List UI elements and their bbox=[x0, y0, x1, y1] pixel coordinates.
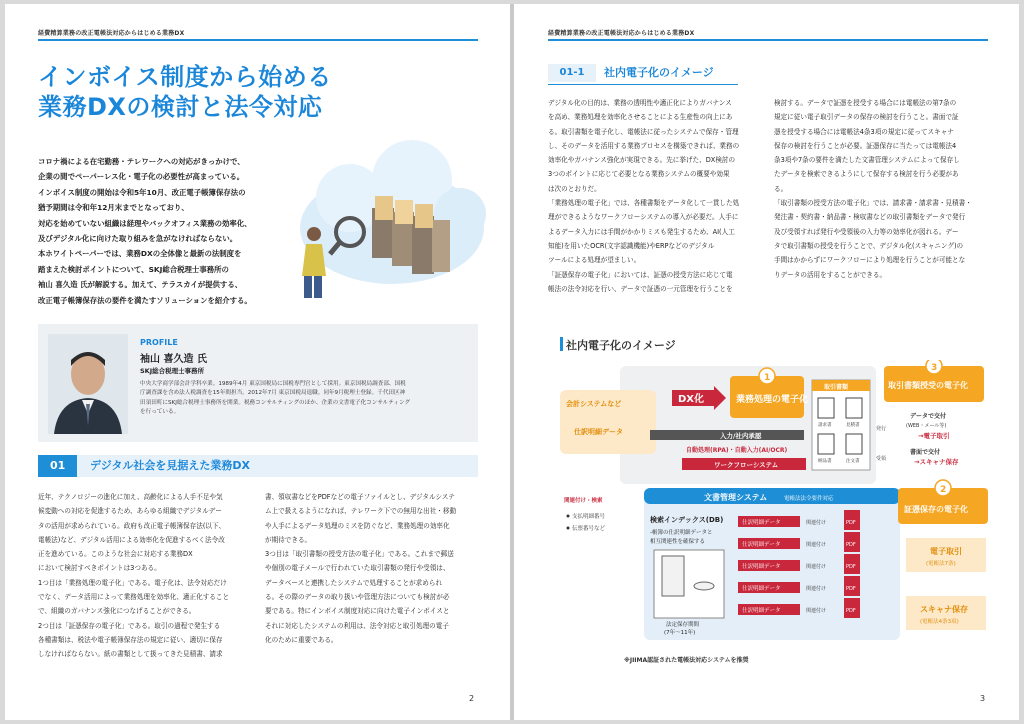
document-label: 請求書 bbox=[818, 423, 832, 428]
intro-paragraph bbox=[38, 154, 283, 308]
document-label: 注文書 bbox=[846, 459, 860, 464]
link-label: 関連付け bbox=[806, 586, 827, 592]
person-head bbox=[307, 227, 321, 241]
search-index-label: 検索インデックス(DB) bbox=[650, 516, 724, 524]
body-line: 1つ目は「業務処理の電子化」である。電子化は、法令対応だけ bbox=[38, 578, 227, 587]
person-legs bbox=[304, 276, 312, 298]
body-line: ム上で扱えるようになれば、テレワーク下での無用な出社・移動 bbox=[265, 507, 457, 516]
body-line: デジタル化の目的は、業務の透明性や適正化によりガバナンス bbox=[548, 99, 732, 107]
profile-bio-line: 庁調査課を含め法人税調査を15年間担当。2012年7月 東京国税局退職。同年9月税理士登録。千代田区神 bbox=[140, 390, 406, 397]
body-line: 3つのポイントに応じて必要となる業務システムの概要や効果 bbox=[548, 170, 730, 179]
doc-mgmt-label: 文書管理システム bbox=[704, 493, 768, 502]
body-column-1 bbox=[548, 96, 766, 296]
body-line: 2つ目は「証憑保存の電子化」である。取引の過程で発生する bbox=[38, 621, 221, 630]
scan-box-sub: (電帳法4条3項) bbox=[920, 619, 959, 625]
record-label: 仕訳明細データ bbox=[742, 586, 781, 592]
body-line: 電帳法)など、デジタル活用による効率化を促進するべく法令改 bbox=[38, 535, 225, 544]
body-line: 3つ目は「取引書類の授受方法の電子化」である。これまで郵送 bbox=[265, 550, 454, 559]
bullet-dot bbox=[567, 527, 570, 530]
body-line: る。取引書類を電子化し、電帳法に従ったシステムで保存・管理 bbox=[548, 127, 739, 136]
file-folder bbox=[415, 204, 433, 228]
profile-firm: SKJ総合税理士事務所 bbox=[140, 367, 205, 375]
body-line: し、そのデータを活用する業務プロセスを構築できれば、業務の bbox=[548, 141, 740, 150]
page-number: 3 bbox=[980, 694, 986, 703]
body-line: 近年、テクノロジーの進化に加え、高齢化による人手不足や気 bbox=[38, 493, 223, 501]
hero-illustration bbox=[280, 136, 490, 306]
dx-label: DX化 bbox=[678, 394, 705, 405]
profile-bio bbox=[140, 380, 470, 418]
profile-bio-line: を行っている。 bbox=[140, 409, 180, 416]
paper-delivery-label: 書面で交付 bbox=[910, 449, 941, 456]
running-head-rule bbox=[38, 39, 478, 41]
intro-line: 袖山 喜久造 氏が解説する。加えて、テラスカイが提供する、 bbox=[38, 280, 243, 290]
body-line: 各種書類は、税法や電子帳簿保存法の規定に従い、適切に保存 bbox=[38, 635, 223, 644]
document-label: 納品書 bbox=[818, 459, 832, 464]
link-label: 関連付け bbox=[806, 520, 827, 526]
subsection-title: 社内電子化のイメージ bbox=[604, 66, 714, 79]
body-line: タで取引書類の授受を行うことで、デジタル化(スキャニング)の bbox=[774, 241, 964, 250]
e-trade-box-label: 電子取引 bbox=[930, 547, 962, 556]
server-icon bbox=[662, 556, 684, 596]
body-line: 憑を授受する場合には電帳法4条3項の規定に従ってスキャナ bbox=[774, 127, 954, 136]
body-line: よるデータ入力には手間がかかりミスも発生するため、AI(人工 bbox=[548, 227, 735, 236]
body-line: たデータを検索できるようにして保存する検討を行う必要があ bbox=[774, 170, 959, 179]
step2-number: 2 bbox=[940, 485, 947, 495]
body-line: 書、領収書などをPDFなどの電子ファイルとし、デジタルシステ bbox=[265, 493, 455, 501]
body-line: 理ができるようなワークフローシステムの導入が必要だ。人手に bbox=[548, 213, 739, 222]
receive-label: 受領 bbox=[876, 456, 887, 462]
document-label: 見積書 bbox=[846, 423, 860, 428]
data-delivery-sub: (WEB・メール等) bbox=[906, 423, 947, 429]
diagram-title: 社内電子化のイメージ bbox=[566, 339, 676, 352]
document-icon bbox=[846, 398, 862, 418]
right-page bbox=[514, 4, 1019, 720]
body-line: や人手によるデータ処理のミスを防ぐなど、業務処理の効率化 bbox=[265, 521, 450, 530]
issue-label: 発行 bbox=[876, 426, 887, 432]
body-line: る。 bbox=[774, 184, 788, 193]
body-line: や個別の電子メールで行われていた取引書類の発行や受領は、 bbox=[265, 564, 450, 573]
record-label: 仕訳明細データ bbox=[742, 542, 781, 548]
related-search-label: 関連付け・検索 bbox=[564, 498, 603, 504]
main-title-line1: インボイス制度から始める bbox=[38, 63, 332, 91]
subsection-number: 01-1 bbox=[548, 64, 596, 82]
journal-data-label: 仕訳明細データ bbox=[574, 428, 623, 436]
file-folder bbox=[395, 200, 413, 224]
pdf-label: PDF bbox=[846, 542, 856, 548]
body-line: りデータの活用をすることができる。 bbox=[774, 270, 887, 279]
section-title: デジタル社会を見据えた業務DX bbox=[90, 459, 250, 472]
person-legs bbox=[314, 276, 322, 298]
diagram-note: ※JIIMA認証された電帳法対応システムを推奨 bbox=[624, 657, 749, 664]
retention-years: (7年〜11年) bbox=[664, 630, 696, 636]
data-delivery-label: データで交付 bbox=[910, 413, 947, 420]
doc-mgmt-header bbox=[644, 488, 900, 504]
body-line: において検討すべきポイントは3つある。 bbox=[38, 564, 161, 573]
document-icon bbox=[818, 398, 834, 418]
body-line: は次のとおりだ。 bbox=[548, 184, 601, 193]
intro-line: 本ホワイトペーパーでは、業務DXの全体像と最新の法制度を bbox=[38, 249, 242, 259]
profile-label: PROFILE bbox=[140, 338, 178, 347]
body-line: を高め、業務処理を効率化させることによる生産性の向上にあ bbox=[548, 113, 733, 122]
person-body bbox=[302, 244, 326, 276]
body-line: 知能)を用いたOCR(文字認識機能)やERPなどのデジタル bbox=[548, 241, 715, 250]
retention-label: 法定保存期間 bbox=[666, 622, 700, 628]
intro-line: 猶予期間は令和年12月末までとなっており、 bbox=[38, 203, 189, 213]
scan-save-arrow-label: →スキャナ保存 bbox=[914, 458, 959, 466]
body-line: 及び受領すれば発行や受領後の入力等の効率化が図れる。デー bbox=[774, 227, 959, 236]
profile-box bbox=[38, 324, 478, 442]
bullet-text: 伝票番号など bbox=[572, 526, 606, 532]
step1-label: 業務処理の電子化 bbox=[736, 395, 809, 405]
body-line: しなければならない。紙の書類として扱ってきた見積書、請求 bbox=[38, 650, 223, 659]
e-trade-arrow-label: →電子取引 bbox=[918, 432, 950, 440]
subsection-rule bbox=[548, 84, 738, 85]
bullet-dot bbox=[567, 515, 570, 518]
body-line: 候変動への対応を促進するため、あらゆる組織でデジタルデー bbox=[38, 507, 222, 516]
pdf-label: PDF bbox=[846, 564, 856, 570]
diagram-title-mark bbox=[560, 337, 563, 351]
body-line: 規定に従い電子取引データの保存の検討を行うこと。書面で証 bbox=[774, 113, 959, 122]
body-line: で、組織のガバナンス強化につなげることができる。 bbox=[38, 607, 196, 616]
body-column-2 bbox=[774, 96, 992, 282]
body-line: 条3項や7条の要件を満たした文書管理システムによって保存し bbox=[774, 156, 960, 165]
database-icon bbox=[694, 582, 714, 590]
workflow-diagram bbox=[554, 360, 994, 650]
step1-number: 1 bbox=[764, 373, 771, 383]
intro-line: コロナ禍による在宅勤務・テレワークへの対応がきっかけで、 bbox=[38, 157, 245, 166]
link-label: 関連付け bbox=[806, 608, 827, 614]
body-line: 検討する。データで証憑を授受する場合には電帳法の第7条の bbox=[774, 99, 957, 107]
main-title-line2: 業務DXの検討と法令対応 bbox=[38, 93, 323, 121]
body-line: 発注書・契約書・納品書・検収書などの取引書類をデータで発行 bbox=[774, 213, 966, 222]
body-line: が期待できる。 bbox=[265, 535, 312, 544]
step2-label: 証憑保存の電子化 bbox=[904, 505, 968, 514]
body-line: ツールによる処理が望ましい。 bbox=[548, 256, 641, 265]
body-line: 保存の検討を行うことが必要。証憑保存に当たっては電帳法4 bbox=[774, 141, 957, 150]
profile-name: 袖山 喜久造 氏 bbox=[140, 354, 207, 365]
cabinet-drawer bbox=[432, 220, 450, 272]
pdf-label: PDF bbox=[846, 586, 856, 592]
body-line: 帳法の法令対応を行い、データで証憑の一元管理を行うことを bbox=[548, 284, 733, 293]
body-line: 化のために重要である。 bbox=[265, 635, 338, 644]
body-line: 効率化やガバナンス強化が実現できる。先に挙げた、DX検討の bbox=[548, 156, 736, 165]
section-header bbox=[38, 455, 478, 477]
intro-line: インボイス制度の開始は令和5年10月、改正電子帳簿保存法の bbox=[38, 187, 246, 197]
body-line: 「取引書類の授受方法の電子化」では、請求書・請求書・見積書・ bbox=[774, 199, 972, 208]
section-number: 01 bbox=[38, 455, 77, 477]
body-line: それに対応したシステムの利用は、法令対応と取引処理の電子 bbox=[265, 621, 449, 630]
index-desc-line: 相互関連性を確保する bbox=[650, 539, 706, 545]
document-icon bbox=[818, 434, 834, 454]
intro-line: 踏まえた検討ポイントについて、SKJ総合税理士事務所の bbox=[38, 264, 229, 274]
step3-label: 取引書類授受の電子化 bbox=[888, 381, 968, 390]
left-page bbox=[5, 4, 510, 720]
body-line: る。その際のデータの取り扱いや管理方法についても検討が必 bbox=[265, 593, 450, 602]
e-trade-box-sub: (電帳法7条) bbox=[926, 561, 956, 567]
doc-mgmt-sub: 電帳法法令要件対応 bbox=[784, 496, 834, 502]
file-folder bbox=[375, 196, 393, 220]
pdf-label: PDF bbox=[846, 608, 856, 614]
record-label: 仕訳明細データ bbox=[742, 608, 781, 614]
body-line: でなく、データ活用によって業務処理を効率化、適正化すること bbox=[38, 593, 230, 602]
link-label: 関連付け bbox=[806, 564, 827, 570]
body-column-1 bbox=[38, 490, 253, 662]
profile-bio-line: 中央大学商学部会計学科卒業。1989年4月 東京国税局に国税専門官として採用。東京国税局調査部、国税 bbox=[140, 381, 406, 387]
page-number: 2 bbox=[469, 694, 475, 703]
pdf-label: PDF bbox=[846, 520, 856, 526]
intro-line: 対応を始めていない組織は経理やバックオフィス業務の効率化、 bbox=[38, 218, 252, 228]
profile-bio-line: 田須田町にSKJ総合税理士事務所を開業。税務コンサルティングのほか、企業の文書電子化コンサルティング bbox=[140, 399, 411, 406]
record-label: 仕訳明細データ bbox=[742, 520, 781, 526]
record-label: 仕訳明細データ bbox=[742, 564, 781, 570]
step3-number: 3 bbox=[931, 363, 938, 373]
body-line: 「証憑保存の電子化」においては、証憑の授受方法に応じて電 bbox=[548, 270, 733, 279]
workflow-label: ワークフローシステム bbox=[714, 461, 779, 469]
main-title bbox=[38, 62, 332, 122]
body-column-2 bbox=[265, 490, 480, 647]
profile-photo bbox=[48, 334, 128, 434]
running-head: 経費精算業務の改正電帳法対応からはじめる業務DX bbox=[38, 30, 185, 37]
link-label: 関連付け bbox=[806, 542, 827, 548]
bullet-text: 支払明細番号 bbox=[572, 514, 606, 520]
running-head-rule bbox=[548, 39, 988, 41]
input-approval-label: 入力/社内承認 bbox=[720, 432, 762, 440]
index-desc-line: -帳簿の仕訳明細データと bbox=[650, 530, 713, 536]
running-head: 経費精算業務の改正電帳法対応からはじめる業務DX bbox=[548, 30, 695, 37]
trade-docs-label: 取引書類 bbox=[824, 384, 849, 391]
body-line: タの活用が求められている。政府も改正電子帳簿保存法(以下、 bbox=[38, 521, 226, 530]
body-line: データベースと連携したシステムで処理することが求められ bbox=[265, 578, 443, 587]
auto-process-label: 自動処理(RPA)・自動入力(AI/OCR) bbox=[686, 447, 788, 454]
intro-line: 及びデジタル化に向けた取り組みを急がなければならない。 bbox=[38, 234, 238, 244]
document-icon bbox=[846, 434, 862, 454]
accounting-system-label: 会計システムなど bbox=[566, 400, 622, 408]
scan-box-label: スキャナ保存 bbox=[920, 605, 968, 614]
intro-line: 改正電子帳簿保存法の要件を満たすソリューションを紹介する。 bbox=[38, 295, 252, 305]
body-line: 正を進めている。このような社会に対応する業務DX bbox=[38, 550, 193, 559]
intro-line: 企業の間でペーパーレス化・電子化の必要性が高まっている。 bbox=[38, 172, 245, 182]
body-line: 「業務処理の電子化」では、各種書類をデータ化して一貫した処 bbox=[548, 199, 740, 208]
body-line: 要である。特にインボイス制度対応に向けた電子インボイスと bbox=[265, 607, 450, 616]
body-line: 手間はかからずにワークフローにより処理を行うことが可能とな bbox=[774, 256, 966, 265]
